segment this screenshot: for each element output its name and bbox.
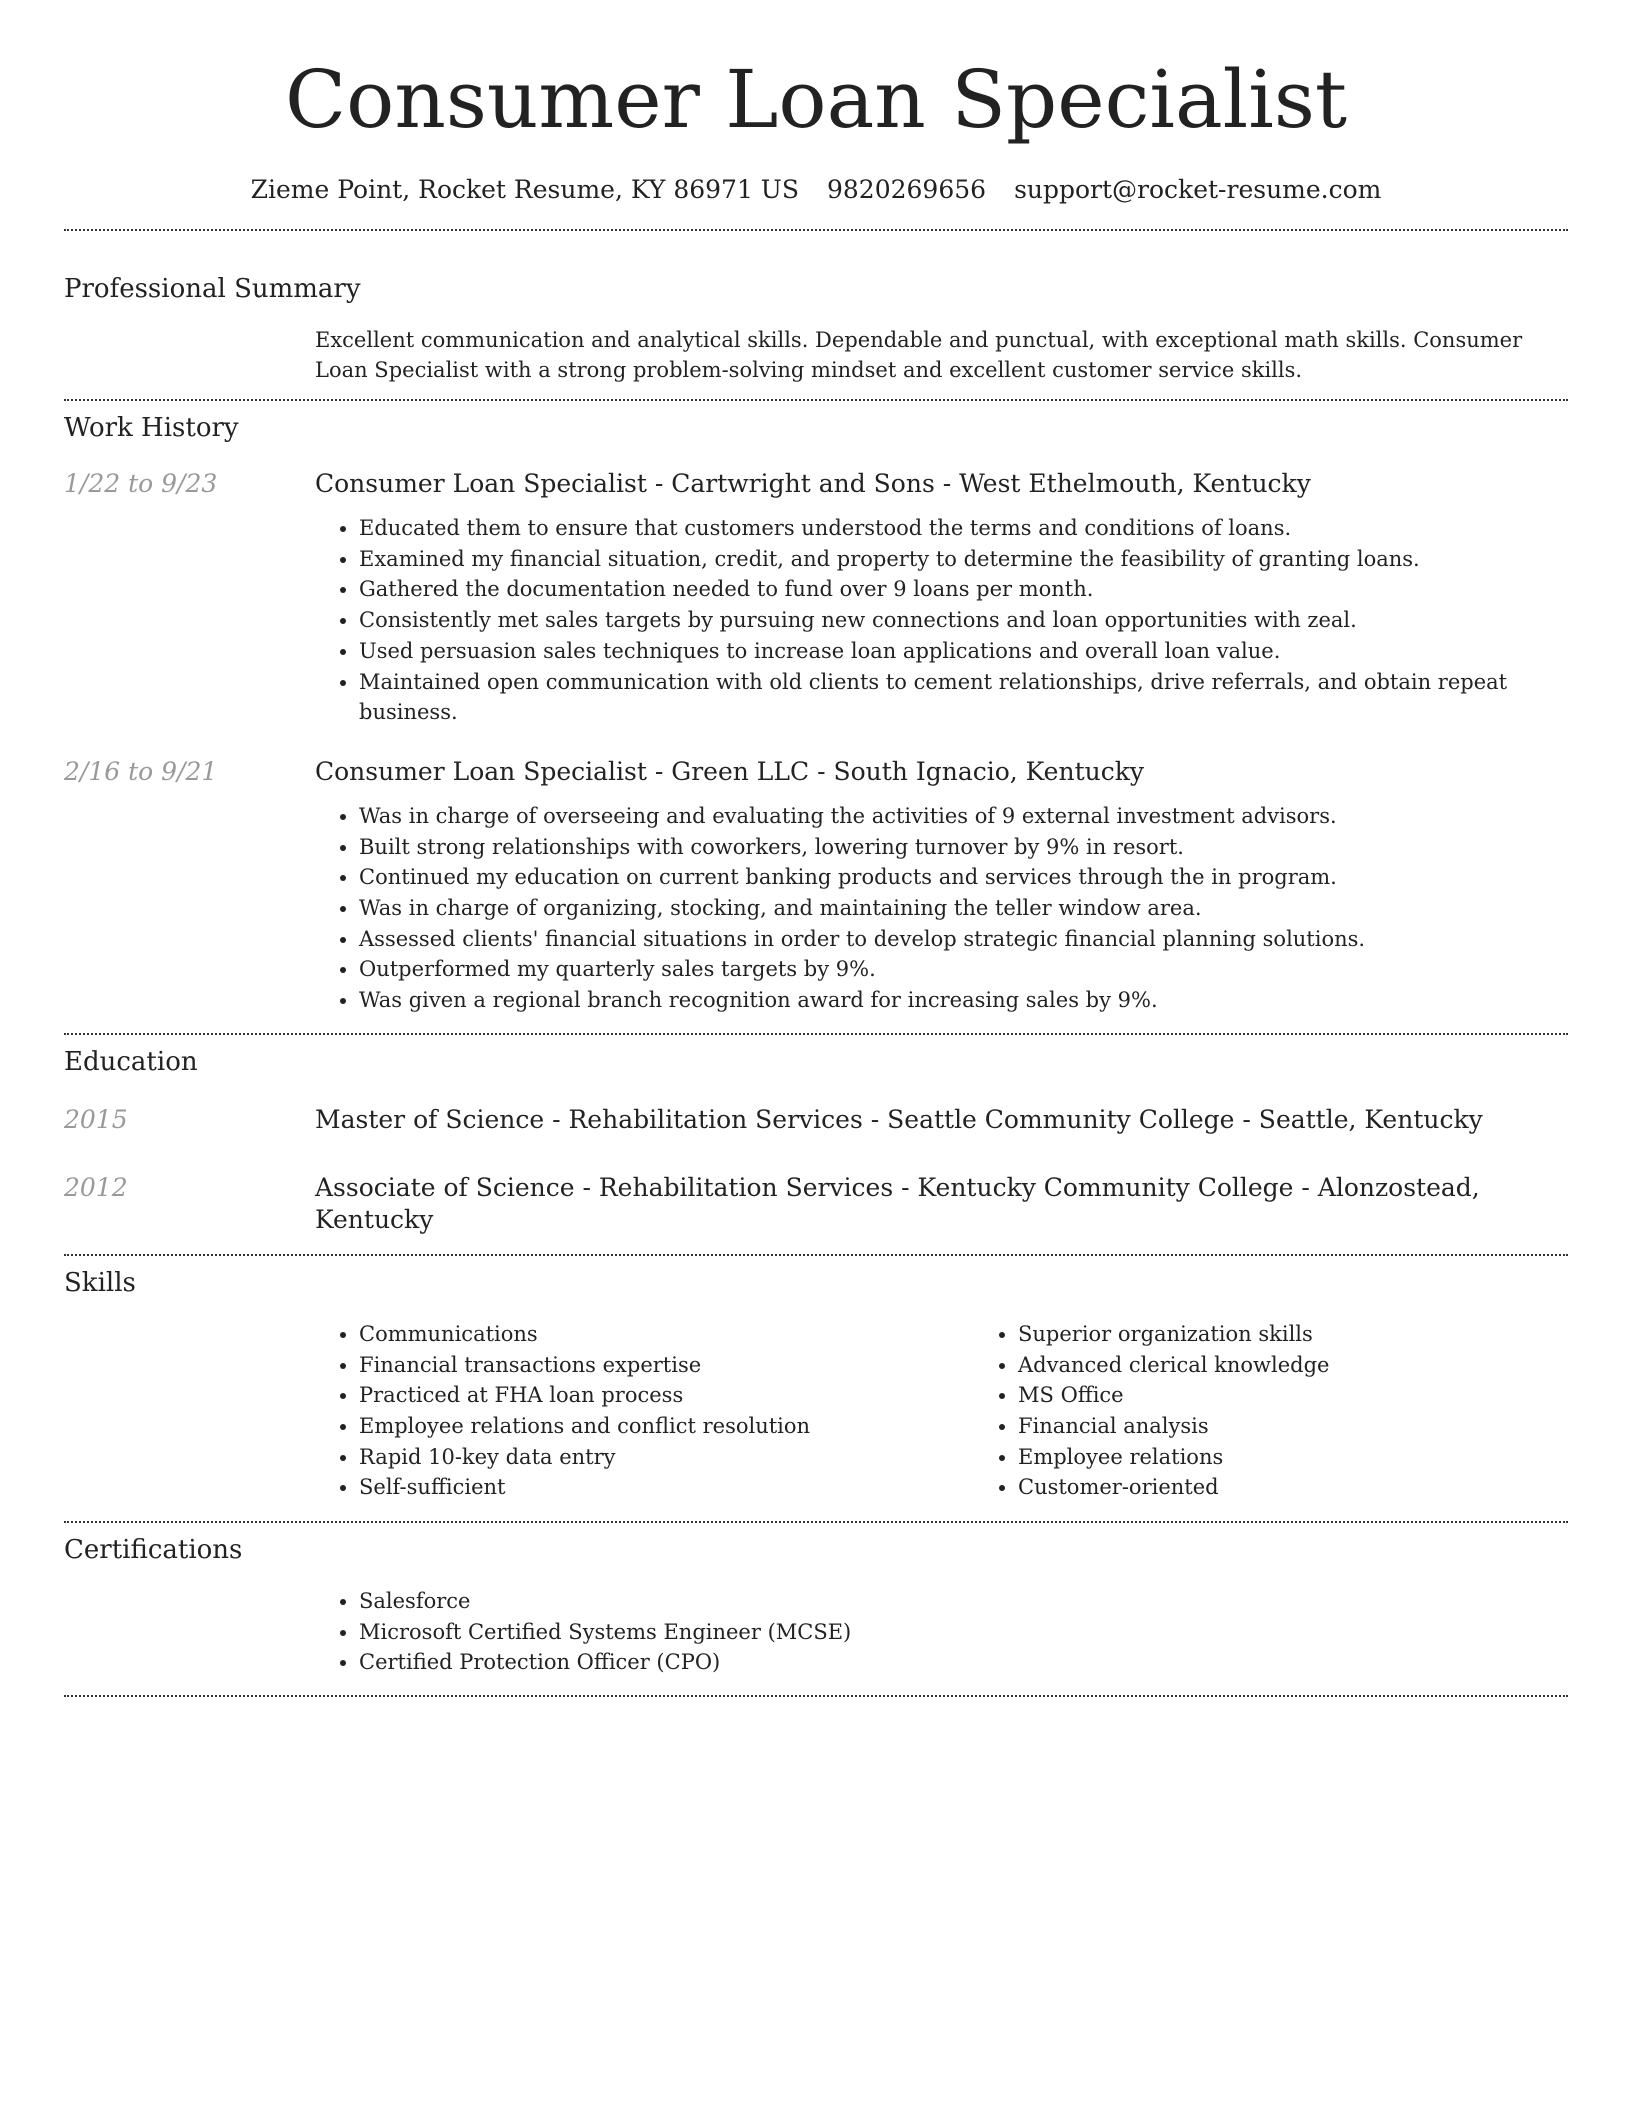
divider [64,1695,1568,1697]
certifications-list [315,1586,1568,1678]
education-section [64,1046,1568,1236]
list-item: • Used persuasion sales techniques to increase loan applications and overall loan value. [359,636,1568,667]
list-item: • Maintained open communication with old clients to cement relationships, drive referrals, and obtain repeat business. [359,667,1568,728]
list-item: • Outperformed my quarterly sales targets by 9%. [359,954,1568,985]
list-item: • Was in charge of overseeing and evaluating the activities of 9 external investment advisors. [359,801,1568,832]
job-heading: Consumer Loan Specialist - Green LLC - South Ignacio, Kentucky [315,756,1145,786]
summary-text: Excellent communication and analytical skills. Dependable and punctual, with exceptional math skills. Consumer Loan Specialist with a strong problem-solving mindset and excellent customer service skills. [315,328,1523,382]
divider [64,229,1568,231]
list-item: • Assessed clients' financial situations in order to develop strategic financial planning solutions. [359,924,1568,955]
job-heading: Consumer Loan Specialist - Cartwright and Sons - West Ethelmouth, Kentucky [315,469,1311,498]
list-item: • Continued my education on current banking products and services through the in program. [359,862,1568,893]
list-item: • Gathered the documentation needed to fund over 9 loans per month. [359,574,1568,605]
divider [64,1521,1568,1523]
list-item: • Educated them to ensure that customers understood the terms and conditions of loans. [359,513,1568,544]
section-title-skills: Skills [64,1267,136,1298]
contact-line [64,174,1568,206]
list-item: • Rapid 10-key data entry [359,1442,974,1473]
job-bullets [315,801,1568,1016]
divider [64,1254,1568,1256]
list-item: • Examined my financial situation, credit, and property to determine the feasibility of granting loans. [359,544,1568,575]
list-item: • Communications [359,1319,974,1350]
skills-list-left [315,1319,974,1503]
list-item: • Employee relations [1018,1442,1632,1473]
resume-page [64,0,1568,1697]
list-item: • Financial analysis [1018,1411,1632,1442]
education-degree: Master of Science - Rehabilitation Services - Seattle Community College - Seattle, Kentucky [315,1104,1483,1134]
education-degree: Associate of Science - Rehabilitation Services - Kentucky Community College - Alonzostead, Kentucky [315,1172,1480,1234]
resume-name: Consumer Loan Specialist [284,53,1348,146]
education-year: 2015 [64,1104,128,1134]
summary-section [64,273,1568,385]
list-item: • Advanced clerical knowledge [1018,1350,1632,1381]
section-title-certifications: Certifications [64,1535,243,1566]
job-dates: 2/16 to 9/21 [64,756,218,786]
divider [64,1033,1568,1035]
list-item: • Built strong relationships with coworkers, lowering turnover by 9% in resort. [359,832,1568,863]
section-title-education: Education [64,1046,198,1077]
job-dates: 1/22 to 9/23 [64,469,218,498]
skills-section [64,1267,1568,1503]
list-item: • MS Office [1018,1380,1632,1411]
list-item: • Self-sufficient [359,1472,974,1503]
section-title-summary: Professional Summary [64,274,361,304]
list-item: • Salesforce [359,1586,1568,1617]
list-item: • Financial transactions expertise [359,1350,974,1381]
skills-list-right [974,1319,1632,1503]
contact-email: support@rocket-resume.com [1014,175,1382,204]
list-item: • Practiced at FHA loan process [359,1380,974,1411]
divider [64,399,1568,401]
contact-phone: 9820269656 [827,175,987,204]
list-item: • Employee relations and conflict resolution [359,1411,974,1442]
list-item: • Certified Protection Officer (CPO) [359,1647,1568,1678]
job-bullets [315,513,1568,728]
list-item: • Consistently met sales targets by pursuing new connections and loan opportunities with zeal. [359,605,1568,636]
job-entry [64,756,1568,1016]
education-entry [64,1104,1568,1136]
job-entry [64,468,1568,728]
contact-address: Zieme Point, Rocket Resume, KY 86971 US [250,175,799,204]
list-item: • Was given a regional branch recognition award for increasing sales by 9%. [359,985,1568,1016]
education-year: 2012 [64,1172,128,1202]
list-item: • Customer-oriented [1018,1472,1632,1503]
list-item: • Microsoft Certified Systems Engineer (MCSE) [359,1617,1568,1648]
work-section [64,412,1568,1016]
list-item: • Was in charge of organizing, stocking, and maintaining the teller window area. [359,893,1568,924]
education-entry [64,1172,1568,1236]
list-item: • Superior organization skills [1018,1319,1632,1350]
section-title-work: Work History [64,413,239,443]
certifications-section [64,1534,1568,1678]
